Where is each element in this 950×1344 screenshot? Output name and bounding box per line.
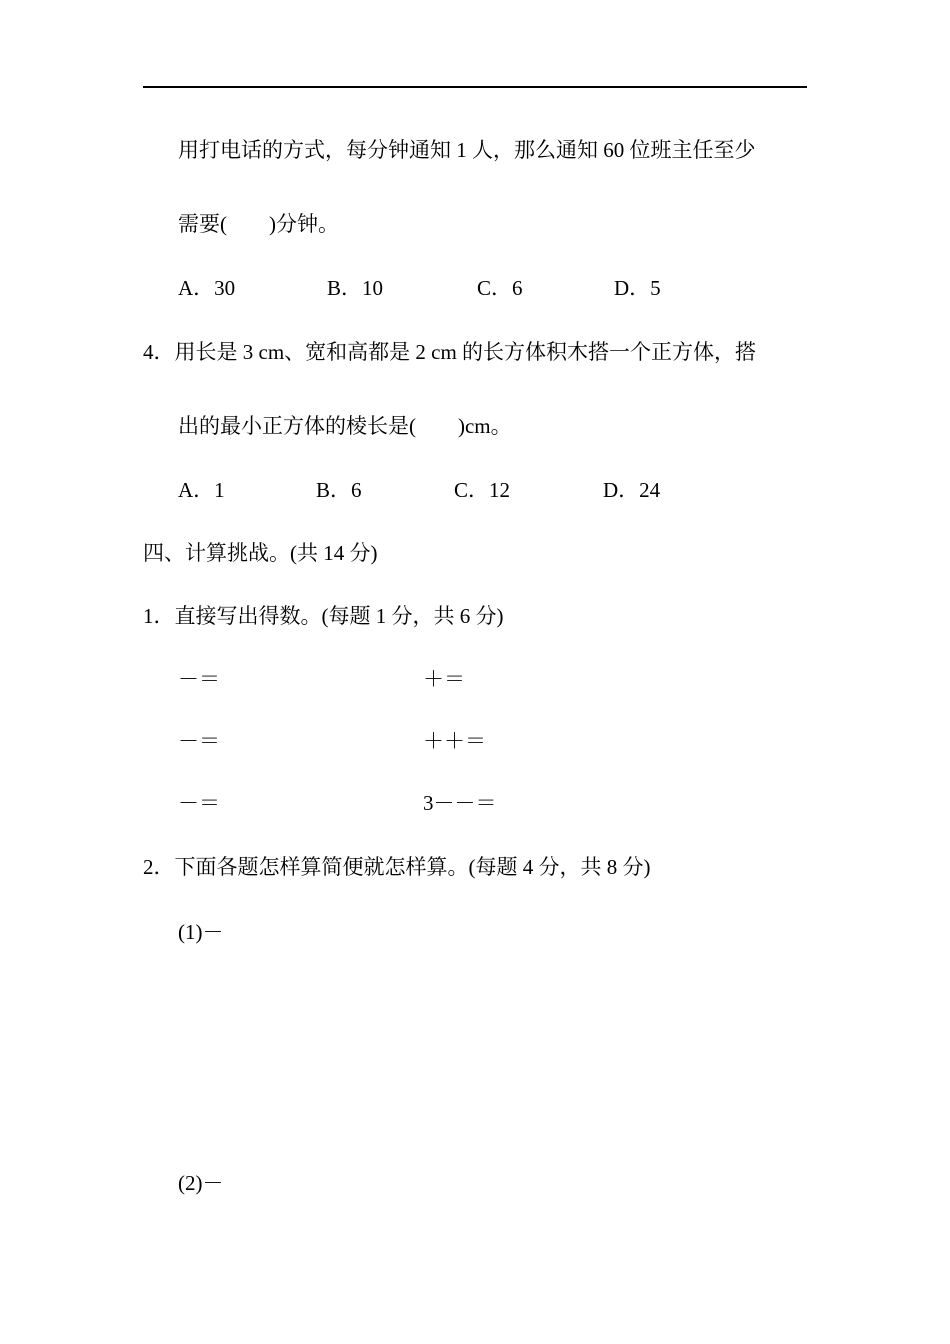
q3-option-c: C．6: [477, 276, 523, 300]
q3-option-b: B．10: [327, 276, 384, 300]
sub1-title: 1．直接写出得数。(每题 1 分，共 6 分): [143, 604, 504, 628]
q4-option-b: B．6: [316, 478, 362, 502]
q3-option-a: A．30: [178, 276, 236, 300]
expr-3: －＝: [178, 729, 220, 753]
expr-4: ＋＋＝: [423, 729, 486, 753]
expr-2: ＋＝: [423, 667, 465, 691]
q4-option-d: D．24: [603, 478, 661, 502]
q3-text-line1: 用打电话的方式，每分钟通知 1 人，那么通知 60 位班主任至少: [178, 138, 756, 162]
sub2-item-1: (1)－: [178, 920, 224, 944]
section-title: 四、计算挑战。(共 14 分): [143, 541, 378, 565]
q4-text-line1: 4．用长是 3 cm、宽和高都是 2 cm 的长方体积木搭一个正方体，搭: [143, 340, 757, 364]
expr-6: 3－－＝: [423, 791, 497, 815]
q3-option-d: D．5: [614, 276, 661, 300]
expr-5: －＝: [178, 791, 220, 815]
sub2-title: 2．下面各题怎样算简便就怎样算。(每题 4 分，共 8 分): [143, 855, 651, 879]
q4-option-c: C．12: [454, 478, 511, 502]
header-rule: [143, 86, 807, 88]
q4-option-a: A．1: [178, 478, 225, 502]
sub2-item-2: (2)－: [178, 1171, 224, 1195]
q3-text-line2: 需要( )分钟。: [178, 212, 339, 236]
q4-text-line2: 出的最小正方体的棱长是( )cm。: [178, 414, 512, 438]
expr-1: －＝: [178, 667, 220, 691]
